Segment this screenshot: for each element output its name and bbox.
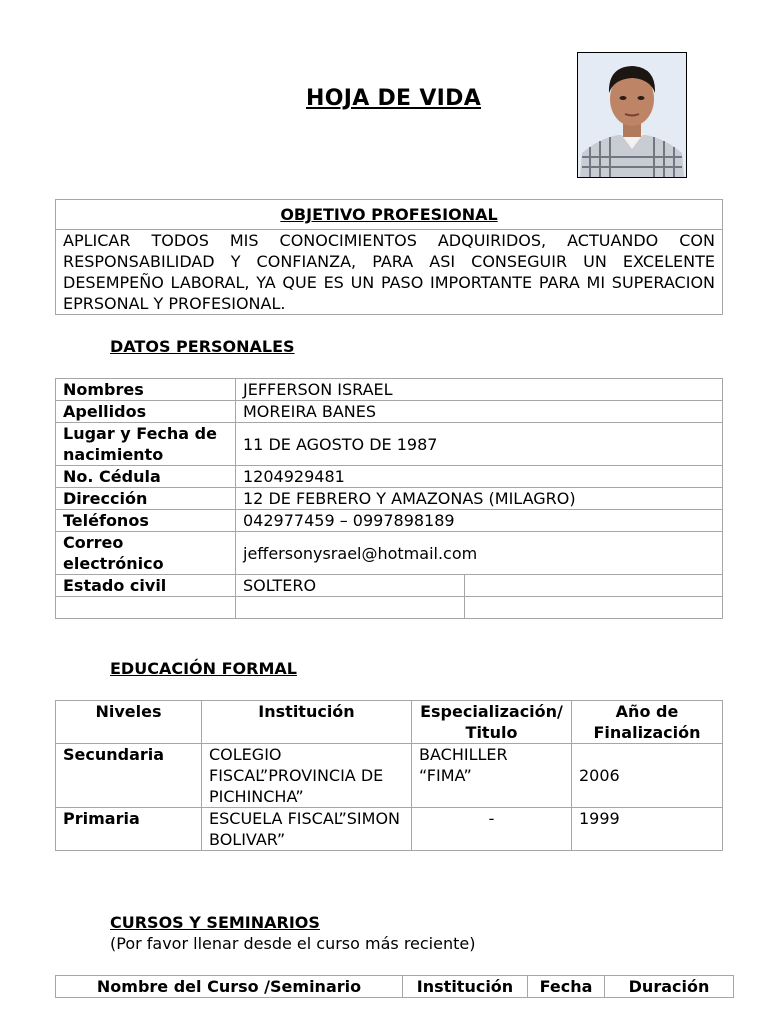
field-label: Correo electrónico [56,532,236,575]
table-row [56,575,723,597]
objective-text: APLICAR TODOS MIS CONOCIMIENTOS ADQUIRIDOS, ACTUANDO CON RESPONSABILIDAD Y CONFIANZA, PARA ASI CONSEGUIR UN EXCELENTE DESEMPEÑO LABORAL, YA QUE ES UN PASO IMPORTANTE PARA MI SUPERACION EPRSONAL Y PROFESIONAL. [56,230,723,315]
education-heading: EDUCACIÓN FORMAL [110,659,297,678]
table-row [56,423,723,466]
column-header: Institución [403,976,528,998]
personal-data-table [55,378,723,619]
table-row [56,808,723,851]
education-level: Secundaria [56,744,202,808]
person-photo-icon [578,53,686,177]
table-row [56,379,723,401]
field-value: MOREIRA BANES [236,401,723,423]
field-label: Nombres [56,379,236,401]
column-header: Fecha [528,976,605,998]
education-year: 2006 [572,744,723,808]
empty-cell [465,575,723,597]
field-label: Apellidos [56,401,236,423]
table-row [56,532,723,575]
field-label: Dirección [56,488,236,510]
empty-cell [56,597,236,619]
personal-data-heading: DATOS PERSONALES [110,337,295,356]
table-row [56,744,723,808]
education-title: - [412,808,572,851]
table-header-row [56,701,723,744]
field-value: JEFFERSON ISRAEL [236,379,723,401]
field-label: Teléfonos [56,510,236,532]
courses-note: (Por favor llenar desde el curso más reciente) [110,934,476,953]
empty-cell [236,597,465,619]
page-title: HOJA DE VIDA [306,86,482,111]
courses-heading: CURSOS Y SEMINARIOS [110,913,320,932]
field-value: 1204929481 [236,466,723,488]
objective-heading: OBJETIVO PROFESIONAL [56,200,723,230]
column-header: Niveles [56,701,202,744]
field-label: Lugar y Fecha de nacimiento [56,423,236,466]
education-institution: ESCUELA FISCAL”SIMON BOLIVAR” [202,808,412,851]
table-row [56,597,723,619]
column-header: Duración [605,976,734,998]
table-row [56,466,723,488]
field-value: 042977459 – 0997898189 [236,510,723,532]
courses-table [55,975,734,998]
column-header: Especialización/ Titulo [412,701,572,744]
field-label: Estado civil [56,575,236,597]
table-header-row [56,976,734,998]
table-row [56,488,723,510]
column-header: Institución [202,701,412,744]
table-row [56,510,723,532]
field-label: No. Cédula [56,466,236,488]
empty-cell [465,597,723,619]
field-value: 12 DE FEBRERO Y AMAZONAS (MILAGRO) [236,488,723,510]
column-header: Año de Finalización [572,701,723,744]
profile-photo [577,52,687,178]
education-table [55,700,723,851]
field-value: SOLTERO [236,575,465,597]
education-institution: COLEGIO FISCAL”PROVINCIA DE PICHINCHA” [202,744,412,808]
objective-table [55,199,723,315]
field-value: 11 DE AGOSTO DE 1987 [236,423,723,466]
education-year: 1999 [572,808,723,851]
field-value: jeffersonysrael@hotmail.com [236,532,723,575]
education-title: BACHILLER “FIMA” [412,744,572,808]
education-level: Primaria [56,808,202,851]
column-header: Nombre del Curso /Seminario [56,976,403,998]
table-row [56,401,723,423]
